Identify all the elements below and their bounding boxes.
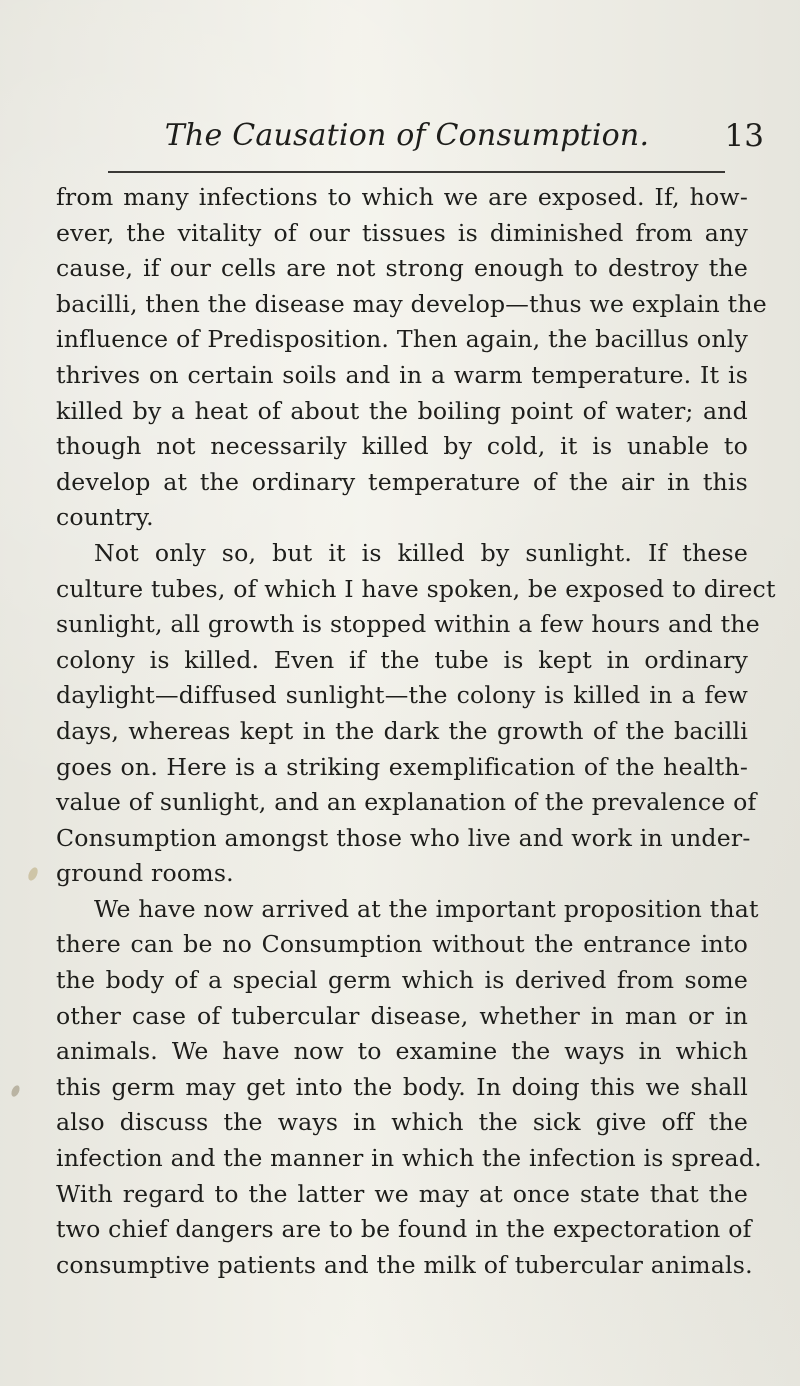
text-line: cause, if our cells are not strong enough to destroy the <box>56 254 748 283</box>
text-line: develop at the ordinary temperature of the air in this <box>56 467 748 496</box>
text-line: daylight—diffused sunlight—the colony is killed in a few <box>56 681 748 710</box>
text-line: killed by a heat of about the boiling point of water; and <box>56 396 748 425</box>
text-line: ever, the vitality of our tissues is diminished from any <box>56 218 748 247</box>
text-line: goes on. Here is a striking exemplification of the health- <box>56 752 748 781</box>
text-line: Not only so, but it is killed by sunlight. If these <box>94 538 748 567</box>
text-line: other case of tubercular disease, whether in man or in <box>56 1001 748 1030</box>
text-line: Consumption amongst those who live and work in under- <box>56 823 751 852</box>
text-line: culture tubes, of which I have spoken, be exposed to direct <box>56 574 776 603</box>
chapter-title: The Causation of Consumption. <box>164 118 650 153</box>
page-number: 13 <box>724 118 764 154</box>
text-line: also discuss the ways in which the sick give off the <box>56 1108 748 1137</box>
text-line: animals. We have now to examine the ways in which <box>56 1037 748 1066</box>
text-line: We have now arrived at the important proposition that <box>94 894 759 923</box>
text-line: value of sunlight, and an explanation of the prevalence of <box>56 788 757 817</box>
text-line: from many infections to which we are exposed. If, how- <box>56 183 748 211</box>
text-line: sunlight, all growth is stopped within a few hours and the <box>56 610 760 639</box>
text-line: the body of a special germ which is derived from some <box>56 966 748 995</box>
text-line: though not necessarily killed by cold, it is unable to <box>56 432 748 461</box>
text-line: ground rooms. <box>56 859 234 888</box>
text-line: consumptive patients and the milk of tubercular animals. <box>56 1250 753 1279</box>
text-line: colony is killed. Even if the tube is kept in ordinary <box>56 645 748 674</box>
text-line: there can be no Consumption without the entrance into <box>56 930 748 959</box>
header-rule <box>108 171 725 173</box>
text-line: this germ may get into the body. In doing this we shall <box>56 1072 748 1101</box>
text-line: country. <box>56 503 154 532</box>
text-line: With regard to the latter we may at once state that the <box>56 1179 748 1208</box>
body-text <box>56 180 776 1283</box>
text-line: days, whereas kept in the dark the growth of the bacilli <box>56 716 748 745</box>
text-line: two chief dangers are to be found in the expectoration of <box>56 1215 752 1244</box>
text-line: thrives on certain soils and in a warm temperature. It is <box>56 360 748 389</box>
paper-stain-mark <box>26 866 39 882</box>
paper-stain-mark <box>10 1084 21 1098</box>
text-line: bacilli, then the disease may develop—thus we explain the <box>56 289 767 318</box>
text-line: influence of Predisposition. Then again, the bacillus only <box>56 325 748 354</box>
running-header <box>112 92 764 156</box>
text-line: infection and the manner in which the infection is spread. <box>56 1144 762 1173</box>
